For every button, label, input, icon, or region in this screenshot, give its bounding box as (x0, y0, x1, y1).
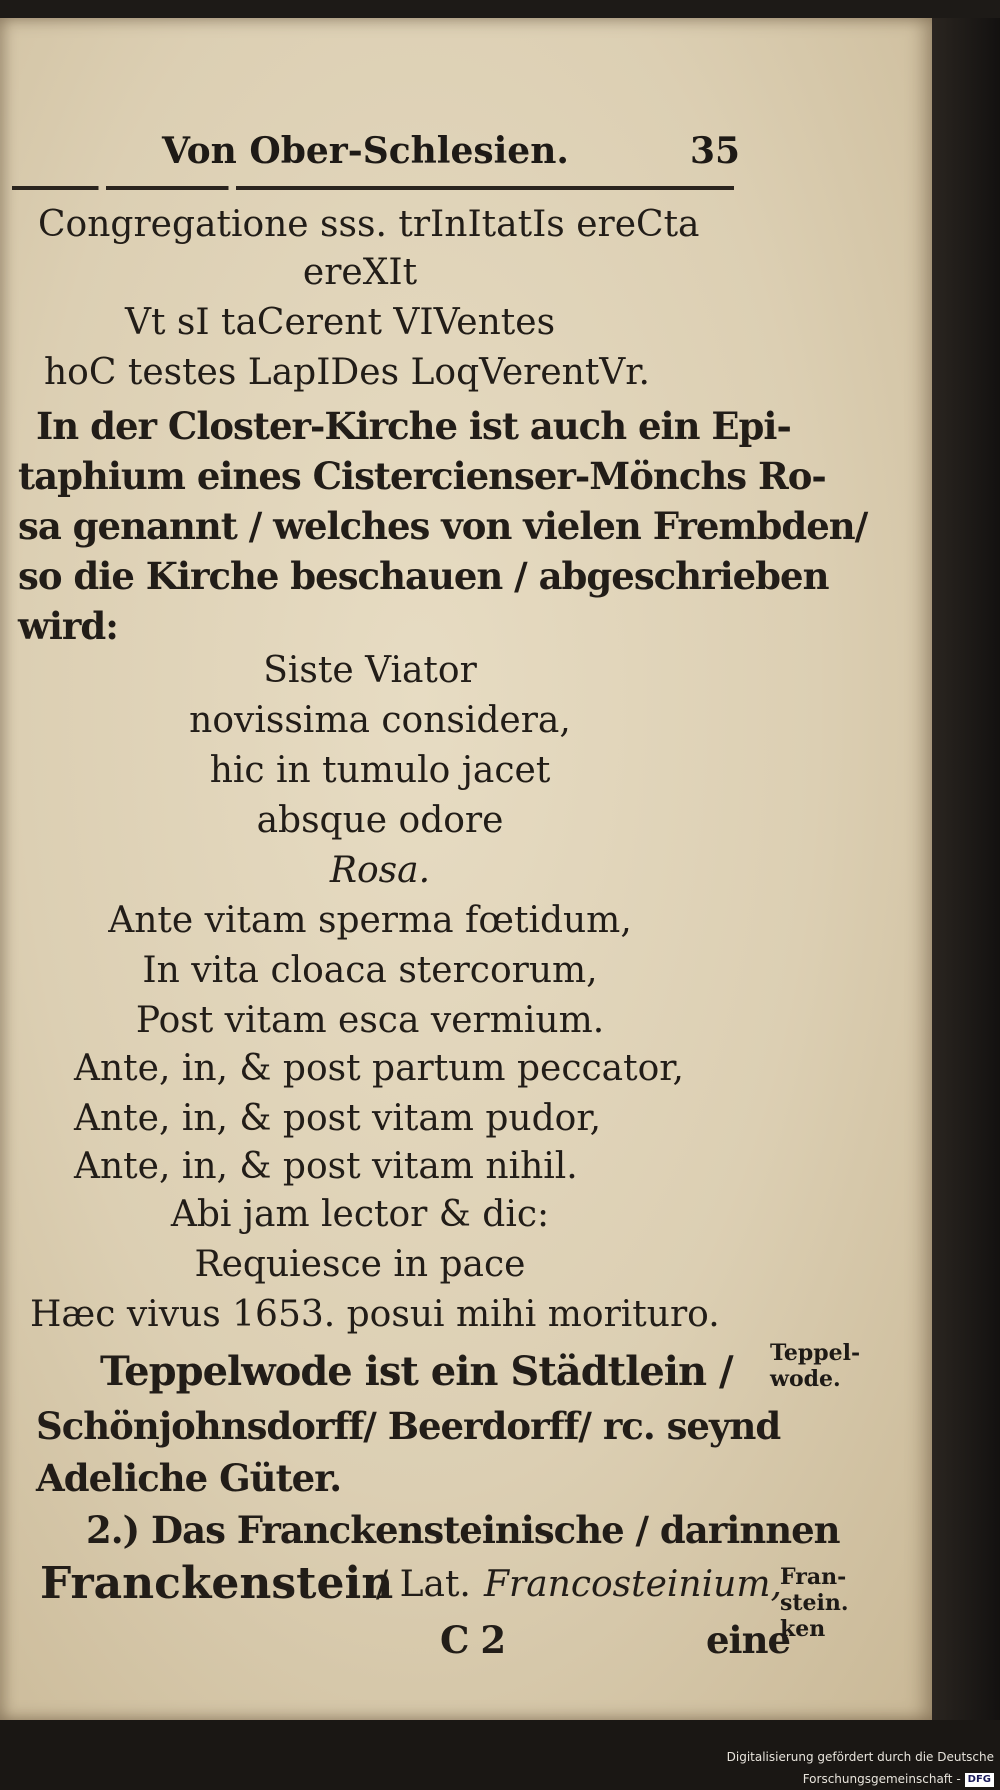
epitaph-line: Hæc vivus 1653. posui mihi morituro. (30, 1294, 720, 1335)
digitization-credit (600, 1746, 1000, 1786)
dfg-logo: DFG (965, 1773, 994, 1787)
catchword: eine (706, 1618, 791, 1662)
epitaph-line: Rosa. (329, 850, 431, 891)
scan-right-edge (932, 18, 1000, 1720)
epitaph-line: Abi jam lector & dic: (170, 1194, 550, 1235)
scan-top-edge (0, 0, 1000, 18)
text-line: 2.) Das Franckensteinische / darinnen (86, 1508, 840, 1552)
text-line: Vt sI taCerent VIVentes (124, 302, 556, 343)
epitaph-line: Requiesce in pace (194, 1244, 526, 1285)
text-line: taphium eines Cistercienser-Mönchs Ro- (18, 454, 826, 498)
text-line: wird: (18, 604, 118, 648)
text-line: sa genannt / welches von vielen Frembden/ (18, 504, 868, 548)
text-line: In der Closter-Kirche ist auch ein Epi- (36, 404, 791, 448)
epitaph-line: Ante, in, & post vitam nihil. (74, 1146, 578, 1187)
credit-text: Digitalisierung gefördert durch die Deutsche Forschungsgemeinschaft - (726, 1750, 994, 1786)
epitaph-line: Ante, in, & post vitam pudor, (74, 1098, 602, 1139)
text-line: ereXIt (302, 252, 418, 293)
text-line: / Lat. (376, 1564, 471, 1605)
place-name: Franckenstein (40, 1558, 394, 1609)
header-rule (12, 186, 734, 190)
text-line: Teppelwode ist ein Städtlein / (100, 1348, 733, 1395)
margin-note: Fran- stein. ken (780, 1564, 849, 1642)
epitaph-line: absque odore (256, 800, 504, 841)
epitaph-line: Siste Viator (263, 650, 477, 691)
signature-mark: C 2 (440, 1618, 506, 1662)
running-title: Von Ober-Schlesien. (162, 130, 569, 172)
book-page (0, 18, 932, 1720)
epitaph-line: In vita cloaca stercorum, (142, 950, 598, 991)
text-line: Congregatione sss. trInItatIs ereCta (38, 204, 700, 245)
text-line: Adeliche Güter. (36, 1456, 342, 1500)
text-line: so die Kirche beschauen / abgeschrieben (18, 554, 829, 598)
epitaph-line: hic in tumulo jacet (209, 750, 551, 791)
epitaph-line: Post vitam esca vermium. (135, 1000, 605, 1041)
text-line: hoC testes LapIDes LoqVerentVr. (44, 352, 650, 393)
margin-note: Teppel- wode. (770, 1340, 861, 1392)
epitaph-line: novissima considera, (189, 700, 571, 741)
page-number: 35 (690, 130, 741, 172)
text-line: Schönjohnsdorff/ Beerdorff/ rc. seynd (36, 1404, 781, 1448)
text-line-italic: Francosteinium, (484, 1564, 782, 1605)
epitaph-line: Ante, in, & post partum peccator, (74, 1048, 684, 1089)
epitaph-line: Ante vitam sperma fœtidum, (108, 900, 632, 941)
